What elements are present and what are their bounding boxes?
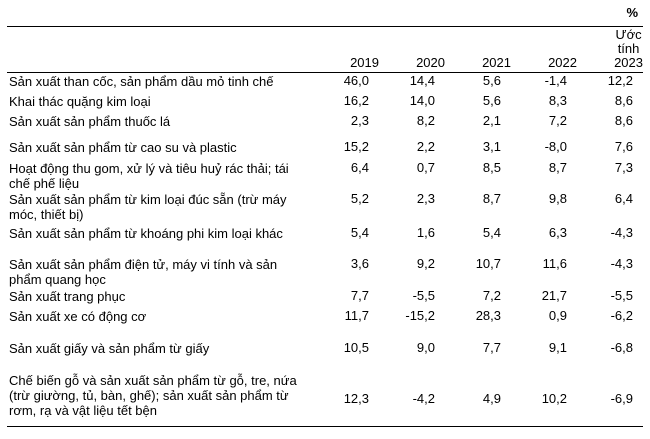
row-value-2023: 12,2 bbox=[607, 73, 633, 88]
row-industry-name: Sản xuất sản phẩm điện tử, máy vi tính và sản phẩm quang học bbox=[9, 256, 278, 287]
row-value-2021: 4,9 bbox=[482, 391, 501, 407]
row-value-2023: 6,4 bbox=[614, 190, 633, 206]
row-value-2021: 10,7 bbox=[475, 255, 501, 271]
row-value-2020: -15,2 bbox=[405, 307, 435, 323]
row-industry-name: Sản xuất sản phẩm từ khoáng phi kim loại khác bbox=[9, 225, 283, 241]
row-value-2021: 3,1 bbox=[482, 138, 501, 154]
row-value-2023: -5,5 bbox=[610, 287, 633, 303]
row-industry-name: Sản xuất trang phục bbox=[9, 288, 126, 304]
row-value-2019: 16,2 bbox=[343, 92, 369, 108]
row-value-2020: 0,7 bbox=[416, 159, 435, 175]
row-industry-name: Chế biến gỗ và sản xuất sản phẩm từ gỗ, tre, nứa (trừ giường, tủ, bàn, ghế); sản xuất sản phẩm từ rơm, rạ và vật liệu tết bện bbox=[9, 372, 297, 418]
row-value-2023: -6,2 bbox=[610, 307, 633, 323]
row-value-2021: 2,1 bbox=[482, 112, 501, 128]
table-row bbox=[7, 225, 643, 256]
header-row bbox=[7, 27, 643, 73]
row-value-2023: 8,6 bbox=[614, 112, 633, 128]
row-value-2023: 8,6 bbox=[614, 92, 633, 108]
header-est-line1: Ước bbox=[615, 27, 642, 42]
row-value-2020: 14,4 bbox=[409, 73, 435, 88]
row-value-2022: 9,8 bbox=[548, 190, 567, 206]
row-value-2021: 8,7 bbox=[482, 190, 501, 206]
row-value-2022: 0,9 bbox=[548, 307, 567, 323]
row-value-2022: 10,2 bbox=[541, 391, 567, 407]
row-industry-name: Sản xuất sản phẩm từ kim loại đúc sẵn (trừ máy móc, thiết bị) bbox=[9, 191, 287, 222]
row-value-2020: 2,3 bbox=[416, 190, 435, 206]
row-value-2022: 7,2 bbox=[548, 112, 567, 128]
row-value-2023: -6,8 bbox=[610, 339, 633, 355]
table-row bbox=[7, 308, 643, 340]
table-row bbox=[7, 160, 643, 191]
row-value-2022: 8,7 bbox=[548, 159, 567, 175]
row-value-2019: 15,2 bbox=[343, 138, 369, 154]
row-value-2019: 12,3 bbox=[343, 391, 369, 407]
table-row bbox=[7, 93, 643, 113]
row-value-2020: 2,2 bbox=[416, 138, 435, 154]
table-row bbox=[7, 73, 643, 93]
row-value-2021: 5,6 bbox=[482, 92, 501, 108]
row-value-2022: 9,1 bbox=[548, 339, 567, 355]
table-row bbox=[7, 256, 643, 288]
row-industry-name: Sản xuất than cốc, sản phẩm dầu mỏ tinh chế bbox=[9, 74, 274, 89]
row-value-2022: 21,7 bbox=[541, 287, 567, 303]
row-value-2020: 14,0 bbox=[409, 92, 435, 108]
row-value-2020: 9,0 bbox=[416, 339, 435, 355]
row-industry-name: Khai thác quặng kim loại bbox=[9, 93, 151, 109]
growth-table bbox=[7, 26, 643, 427]
row-value-2023: 7,6 bbox=[614, 138, 633, 154]
table-row bbox=[7, 372, 643, 427]
table-body bbox=[7, 73, 643, 427]
row-value-2022: 11,6 bbox=[542, 255, 567, 271]
row-value-2023: 7,3 bbox=[614, 159, 633, 175]
header-2020: 2020 bbox=[416, 55, 445, 70]
table-row bbox=[7, 288, 643, 308]
row-value-2022: 8,3 bbox=[548, 92, 567, 108]
row-industry-name: Sản xuất sản phẩm từ cao su và plastic bbox=[9, 139, 237, 155]
row-value-2019: 2,3 bbox=[350, 112, 369, 128]
table-row bbox=[7, 113, 643, 139]
row-industry-name: Sản xuất xe có động cơ bbox=[9, 308, 147, 324]
row-value-2019: 7,7 bbox=[350, 287, 369, 303]
row-industry-name: Hoạt động thu gom, xử lý và tiêu huỷ rác thải; tái chế phế liệu bbox=[9, 160, 289, 191]
row-value-2020: 8,2 bbox=[416, 112, 435, 128]
row-industry-name: Sản xuất giấy và sản phẩm từ giấy bbox=[9, 340, 210, 356]
unit-label: % bbox=[626, 5, 638, 20]
row-value-2021: 28,3 bbox=[475, 307, 501, 323]
row-value-2019: 5,4 bbox=[350, 224, 369, 240]
row-value-2020: -5,5 bbox=[412, 287, 435, 303]
row-industry-name: Sản xuất sản phẩm thuốc lá bbox=[9, 113, 171, 129]
row-value-2020: 1,6 bbox=[416, 224, 435, 240]
row-value-2022: 6,3 bbox=[548, 224, 567, 240]
row-value-2021: 5,4 bbox=[482, 224, 501, 240]
row-value-2019: 6,4 bbox=[350, 159, 369, 175]
table-row bbox=[7, 191, 643, 225]
row-value-2023: -6,9 bbox=[610, 391, 633, 407]
row-value-2021: 8,5 bbox=[482, 159, 501, 175]
header-industry bbox=[7, 27, 313, 73]
row-value-2021: 5,6 bbox=[482, 73, 501, 88]
row-value-2019: 5,2 bbox=[350, 190, 369, 206]
header-2021: 2021 bbox=[482, 55, 511, 70]
table-row bbox=[7, 340, 643, 372]
row-value-2023: -4,3 bbox=[610, 224, 633, 240]
row-value-2019: 46,0 bbox=[343, 73, 369, 88]
row-value-2019: 11,7 bbox=[344, 307, 369, 323]
row-value-2021: 7,2 bbox=[482, 287, 501, 303]
header-est-line2: tính bbox=[617, 41, 640, 56]
row-value-2019: 3,6 bbox=[350, 255, 369, 271]
row-value-2022: -8,0 bbox=[544, 138, 567, 154]
row-value-2019: 10,5 bbox=[343, 339, 369, 355]
row-value-2020: 9,2 bbox=[416, 255, 435, 271]
header-est-line3: 2023 bbox=[614, 55, 643, 70]
table-row bbox=[7, 139, 643, 160]
header-2022: 2022 bbox=[548, 55, 577, 70]
row-value-2023: -4,3 bbox=[610, 255, 633, 271]
row-value-2021: 7,7 bbox=[482, 339, 501, 355]
header-2019: 2019 bbox=[350, 55, 379, 70]
header-estimate-2023 bbox=[577, 27, 643, 73]
row-value-2020: -4,2 bbox=[412, 391, 435, 407]
row-value-2022: -1,4 bbox=[544, 73, 567, 88]
